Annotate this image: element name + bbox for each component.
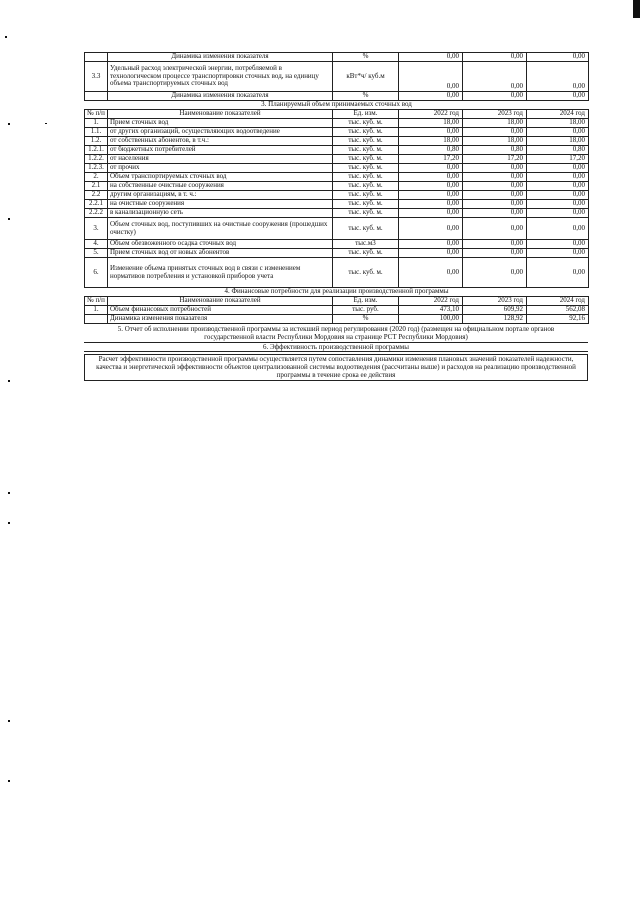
cell-2022: 0,00 — [399, 240, 463, 249]
cell-num: 1.2.3. — [85, 164, 108, 173]
table-row — [85, 258, 589, 288]
cell-num: 1. — [85, 306, 108, 315]
header-2024: 2024 год — [527, 297, 589, 306]
cell-2022: 18,00 — [399, 119, 463, 128]
scan-speck — [8, 780, 10, 782]
section-6-title: 6. Эффективность производственной программы — [84, 342, 588, 352]
cell-num: 3. — [85, 218, 108, 240]
cell-2022: 0,00 — [399, 218, 463, 240]
cell-2024: 0,00 — [527, 258, 589, 288]
table-row — [85, 155, 589, 164]
cell-2023: 128,92 — [463, 315, 527, 324]
cell-unit: кВт*ч/ куб.м — [333, 62, 399, 92]
table-row — [85, 119, 589, 128]
cell-2024: 0,00 — [527, 164, 589, 173]
cell-name: Объем транспортируемых сточных вод — [108, 173, 333, 182]
cell-unit: тыс. куб. м. — [333, 249, 399, 258]
cell-unit: тыс. куб. м. — [333, 137, 399, 146]
header-unit: Ед. изм. — [333, 110, 399, 119]
cell-num: 2.2.1 — [85, 200, 108, 209]
section-6-text: Расчет эффективности производственной программы осуществляется путем сопоставления динамики изменения плановых значений показателей надежности, качества и энергетической эффективности объектов централизованной системы водоотведения (рассчитаны выше) и расходов на реализацию производственной программы в течение срока ее действия — [84, 354, 588, 381]
cell-unit: тыс. куб. м. — [333, 218, 399, 240]
cell-2022: 0,00 — [399, 53, 463, 62]
cell-unit: тыс. куб. м. — [333, 119, 399, 128]
cell-name: Объем финансовых потребностей — [108, 306, 333, 315]
cell-2023: 0,00 — [463, 62, 527, 92]
cell-name: Динамика изменения показателя — [108, 53, 333, 62]
section-5-report-note: 5. Отчет об исполнении производственной программы за истекший период регулирования (2020 год) (размещен на официальном портале органов государственной власти Республики Мордовия на странице РСТ Республики Мордовия) — [117, 325, 555, 341]
scan-speck — [8, 522, 10, 524]
cell-2022: 473,10 — [399, 306, 463, 315]
cell-name: от других организаций, осуществляющих водоотведение — [108, 128, 333, 137]
scan-edge-mark — [633, 0, 640, 18]
table-header-row — [85, 110, 589, 119]
table-row — [85, 200, 589, 209]
cell-name: на собственные очистные сооружения — [108, 182, 333, 191]
scan-speck — [8, 123, 10, 125]
cell-2024: 0,00 — [527, 53, 589, 62]
cell-num: 1.1. — [85, 128, 108, 137]
cell-2024: 0,00 — [527, 200, 589, 209]
scan-speck — [45, 123, 47, 124]
cell-2022: 0,00 — [399, 209, 463, 218]
cell-unit: тыс. куб. м. — [333, 164, 399, 173]
document-page — [84, 52, 588, 381]
cell-num: 2.2 — [85, 191, 108, 200]
table-row — [85, 137, 589, 146]
cell-unit: тыс. куб. м. — [333, 258, 399, 288]
cell-2022: 0,00 — [399, 258, 463, 288]
table-row — [85, 315, 589, 324]
table-row — [85, 92, 589, 101]
cell-name: Прием сточных вод — [108, 119, 333, 128]
cell-name: Объем сточных вод, поступивших на очистные сооружения (прошедших очистку) — [108, 218, 333, 240]
cell-2024: 0,00 — [527, 218, 589, 240]
cell-2023: 0,00 — [463, 209, 527, 218]
section-4-title-row — [85, 288, 589, 297]
header-num: № п/п — [85, 297, 108, 306]
section-4-title: 4. Финансовые потребности для реализации производственной программы — [85, 288, 589, 297]
cell-2024: 0,00 — [527, 209, 589, 218]
cell-name: Динамика изменения показателя — [108, 315, 333, 324]
cell-num: 3.3 — [85, 62, 108, 92]
cell-num: 2. — [85, 173, 108, 182]
cell-2022: 0,00 — [399, 128, 463, 137]
table-row — [85, 218, 589, 240]
table-row — [85, 209, 589, 218]
cell-name: от собственных абонентов, в т.ч.: — [108, 137, 333, 146]
cell-num: 5. — [85, 249, 108, 258]
cell-name: другим организациям, в т. ч.: — [108, 191, 333, 200]
header-2023: 2023 год — [463, 110, 527, 119]
cell-2024: 0,00 — [527, 249, 589, 258]
cell-unit: % — [333, 92, 399, 101]
cell-name: на очистные сооружения — [108, 200, 333, 209]
cell-2022: 0,00 — [399, 182, 463, 191]
table-row — [85, 182, 589, 191]
cell-unit: % — [333, 53, 399, 62]
cell-num: 6. — [85, 258, 108, 288]
cell-2023: 0,00 — [463, 53, 527, 62]
cell-unit: тыс. куб. м. — [333, 209, 399, 218]
cell-unit: тыс. куб. м. — [333, 155, 399, 164]
table-row — [85, 62, 589, 92]
cell-name: Удельный расход электрической энергии, потребляемой в технологическом процессе транспортировки сточных вод, на единицу объема транспортируемых сточных вод — [108, 62, 333, 92]
cell-name: Динамика изменения показателя — [108, 92, 333, 101]
cell-unit: тыс.м3 — [333, 240, 399, 249]
indicator-table — [84, 52, 589, 324]
cell-2023: 0,00 — [463, 240, 527, 249]
cell-2022: 0,00 — [399, 191, 463, 200]
cell-num: 2.1 — [85, 182, 108, 191]
cell-unit: % — [333, 315, 399, 324]
scan-speck — [5, 36, 7, 38]
cell-2022: 0,80 — [399, 146, 463, 155]
cell-name: от прочих — [108, 164, 333, 173]
table-row — [85, 249, 589, 258]
cell-2024: 17,20 — [527, 155, 589, 164]
cell-num: 1.2.1. — [85, 146, 108, 155]
table-row — [85, 164, 589, 173]
cell-2023: 0,00 — [463, 92, 527, 101]
cell-name: от населения — [108, 155, 333, 164]
cell-name: в канализационную сеть — [108, 209, 333, 218]
header-2022: 2022 год — [399, 110, 463, 119]
scan-speck — [8, 380, 10, 382]
cell-num — [85, 315, 108, 324]
table-row — [85, 191, 589, 200]
cell-2024: 92,16 — [527, 315, 589, 324]
cell-num: 1.2.2. — [85, 155, 108, 164]
scan-speck — [8, 218, 10, 220]
table-row — [85, 128, 589, 137]
cell-unit: тыс. куб. м. — [333, 173, 399, 182]
cell-2022: 0,00 — [399, 173, 463, 182]
cell-2023: 0,00 — [463, 182, 527, 191]
cell-2022: 17,20 — [399, 155, 463, 164]
table-header-row — [85, 297, 589, 306]
cell-num: 1.2. — [85, 137, 108, 146]
table-row — [85, 240, 589, 249]
cell-2024: 0,80 — [527, 146, 589, 155]
cell-name: Объем обезвоженного осадка сточных вод — [108, 240, 333, 249]
cell-num: 1. — [85, 119, 108, 128]
cell-2023: 18,00 — [463, 119, 527, 128]
header-name: Наименование показателей — [108, 110, 333, 119]
table-row — [85, 173, 589, 182]
cell-2024: 0,00 — [527, 62, 589, 92]
cell-2024: 18,00 — [527, 137, 589, 146]
cell-2022: 18,00 — [399, 137, 463, 146]
cell-name: Прием сточных вод от новых абонентов — [108, 249, 333, 258]
cell-unit: тыс. куб. м. — [333, 191, 399, 200]
cell-unit: тыс. куб. м. — [333, 182, 399, 191]
header-2024: 2024 год — [527, 110, 589, 119]
section-3-title: 3. Планируемый объем принимаемых сточных вод — [85, 101, 589, 110]
header-2022: 2022 год — [399, 297, 463, 306]
cell-2023: 0,00 — [463, 249, 527, 258]
cell-2024: 0,00 — [527, 191, 589, 200]
cell-2023: 0,00 — [463, 258, 527, 288]
cell-2023: 0,00 — [463, 173, 527, 182]
cell-2024: 0,00 — [527, 182, 589, 191]
cell-num — [85, 53, 108, 62]
cell-2024: 0,00 — [527, 173, 589, 182]
cell-2023: 0,00 — [463, 200, 527, 209]
cell-2024: 0,00 — [527, 92, 589, 101]
cell-2022: 0,00 — [399, 249, 463, 258]
cell-num: 2.2.2 — [85, 209, 108, 218]
header-num: № п/п — [85, 110, 108, 119]
cell-name: Изменение объема принятых сточных вод в связи с изменением нормативов потребления и установкой приборов учета — [108, 258, 333, 288]
scan-speck — [8, 492, 10, 494]
cell-name: от бюджетных потребителей — [108, 146, 333, 155]
cell-2023: 0,00 — [463, 128, 527, 137]
cell-2023: 18,00 — [463, 137, 527, 146]
cell-unit: тыс. куб. м. — [333, 128, 399, 137]
cell-unit: тыс. руб. — [333, 306, 399, 315]
cell-2024: 18,00 — [527, 119, 589, 128]
cell-2023: 0,00 — [463, 191, 527, 200]
cell-2024: 0,00 — [527, 128, 589, 137]
table-row — [85, 146, 589, 155]
cell-2022: 0,00 — [399, 164, 463, 173]
cell-2022: 0,00 — [399, 62, 463, 92]
cell-2024: 562,08 — [527, 306, 589, 315]
cell-2022: 0,00 — [399, 200, 463, 209]
cell-2023: 0,80 — [463, 146, 527, 155]
cell-2023: 609,92 — [463, 306, 527, 315]
cell-num — [85, 92, 108, 101]
cell-2023: 17,20 — [463, 155, 527, 164]
cell-2022: 0,00 — [399, 92, 463, 101]
cell-2022: 100,00 — [399, 315, 463, 324]
cell-2023: 0,00 — [463, 164, 527, 173]
section-3-title-row — [85, 101, 589, 110]
header-name: Наименование показателей — [108, 297, 333, 306]
cell-2023: 0,00 — [463, 218, 527, 240]
scan-speck — [8, 720, 10, 722]
header-unit: Ед. изм. — [333, 297, 399, 306]
cell-2024: 0,00 — [527, 240, 589, 249]
cell-unit: тыс. куб. м. — [333, 200, 399, 209]
cell-num: 4. — [85, 240, 108, 249]
table-row — [85, 306, 589, 315]
header-2023: 2023 год — [463, 297, 527, 306]
table-row — [85, 53, 589, 62]
cell-unit: тыс. куб. м. — [333, 146, 399, 155]
